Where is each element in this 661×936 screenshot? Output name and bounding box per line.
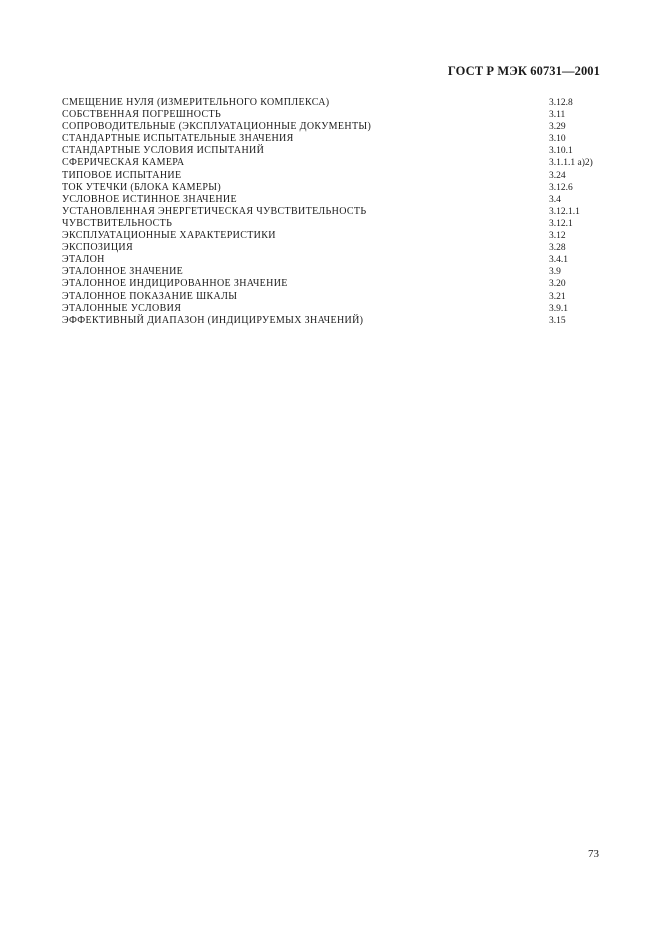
index-entry xyxy=(62,278,614,290)
index-reference: 3.12.1 xyxy=(549,218,573,229)
index-reference: 3.15 xyxy=(549,315,566,326)
index-term: СФЕРИЧЕСКАЯ КАМЕРА xyxy=(62,157,185,169)
document-header-standard-code: ГОСТ Р МЭК 60731—2001 xyxy=(447,64,600,78)
index-reference: 3.20 xyxy=(549,279,566,290)
index-reference: 3.28 xyxy=(549,243,566,254)
index-term: УСТАНОВЛЕННАЯ ЭНЕРГЕТИЧЕСКАЯ ЧУВСТВИТЕЛЬНОСТЬ xyxy=(62,205,367,217)
index-reference: 3.9.1 xyxy=(549,303,568,314)
index-entry xyxy=(62,121,614,133)
index-entry xyxy=(62,182,614,194)
index-entry xyxy=(62,303,614,315)
index-entry xyxy=(62,133,614,145)
index-entry xyxy=(62,315,614,327)
index-entry xyxy=(62,254,614,266)
index-reference: 3.4.1 xyxy=(549,255,568,266)
index-reference: 3.24 xyxy=(549,170,566,181)
index-entry xyxy=(62,218,614,230)
index-reference: 3.10 xyxy=(549,134,566,145)
index-reference: 3.12 xyxy=(549,231,566,242)
index-term: ЧУВСТВИТЕЛЬНОСТЬ xyxy=(62,217,173,229)
index-entry xyxy=(62,145,614,157)
index-term: ЭКСПЛУАТАЦИОННЫЕ ХАРАКТЕРИСТИКИ xyxy=(62,230,276,242)
page-number: 73 xyxy=(588,848,599,860)
index-term: ТИПОВОЕ ИСПЫТАНИЕ xyxy=(62,169,182,181)
index-term: СТАНДАРТНЫЕ ИСПЫТАТЕЛЬНЫЕ ЗНАЧЕНИЯ xyxy=(62,133,294,145)
index-entry xyxy=(62,194,614,206)
index-entry xyxy=(62,109,614,121)
index-entry xyxy=(62,206,614,218)
alphabetical-term-index xyxy=(62,97,614,327)
index-reference: 3.10.1 xyxy=(549,146,573,157)
index-reference: 3.12.6 xyxy=(549,182,573,193)
index-term: ЭКСПОЗИЦИЯ xyxy=(62,242,133,254)
index-term: УСЛОВНОЕ ИСТИННОЕ ЗНАЧЕНИЕ xyxy=(62,193,237,205)
index-reference: 3.12.1.1 xyxy=(549,206,580,217)
index-term: СОПРОВОДИТЕЛЬНЫЕ (ЭКСПЛУАТАЦИОННЫЕ ДОКУМЕНТЫ) xyxy=(62,121,372,133)
index-entry xyxy=(62,230,614,242)
index-entry xyxy=(62,242,614,254)
index-entry xyxy=(62,291,614,303)
index-term: СОБСТВЕННАЯ ПОГРЕШНОСТЬ xyxy=(62,109,222,121)
index-reference: 3.21 xyxy=(549,291,566,302)
index-entry xyxy=(62,97,614,109)
index-reference: 3.1.1.1 а)2) xyxy=(549,158,593,169)
index-term: ЭТАЛОННЫЕ УСЛОВИЯ xyxy=(62,302,182,314)
index-reference: 3.9 xyxy=(549,267,561,278)
index-term: ЭТАЛОННОЕ ЗНАЧЕНИЕ xyxy=(62,266,184,278)
index-term: ТОК УТЕЧКИ (БЛОКА КАМЕРЫ) xyxy=(62,181,222,193)
index-reference: 3.11 xyxy=(549,110,566,121)
index-term: ЭТАЛОННОЕ ИНДИЦИРОВАННОЕ ЗНАЧЕНИЕ xyxy=(62,278,288,290)
index-entry xyxy=(62,170,614,182)
index-term: СМЕЩЕНИЕ НУЛЯ (ИЗМЕРИТЕЛЬНОГО КОМПЛЕКСА) xyxy=(62,97,330,108)
index-reference: 3.4 xyxy=(549,194,561,205)
index-reference: 3.29 xyxy=(549,122,566,133)
index-entry xyxy=(62,266,614,278)
index-term: ЭТАЛОННОЕ ПОКАЗАНИЕ ШКАЛЫ xyxy=(62,290,238,302)
index-reference: 3.12.8 xyxy=(549,98,573,108)
index-term: ЭФФЕКТИВНЫЙ ДИАПАЗОН (ИНДИЦИРУЕМЫХ ЗНАЧЕНИЙ) xyxy=(62,314,364,326)
index-term: СТАНДАРТНЫЕ УСЛОВИЯ ИСПЫТАНИЙ xyxy=(62,145,265,157)
index-term: ЭТАЛОН xyxy=(62,254,105,266)
index-entry xyxy=(62,157,614,169)
